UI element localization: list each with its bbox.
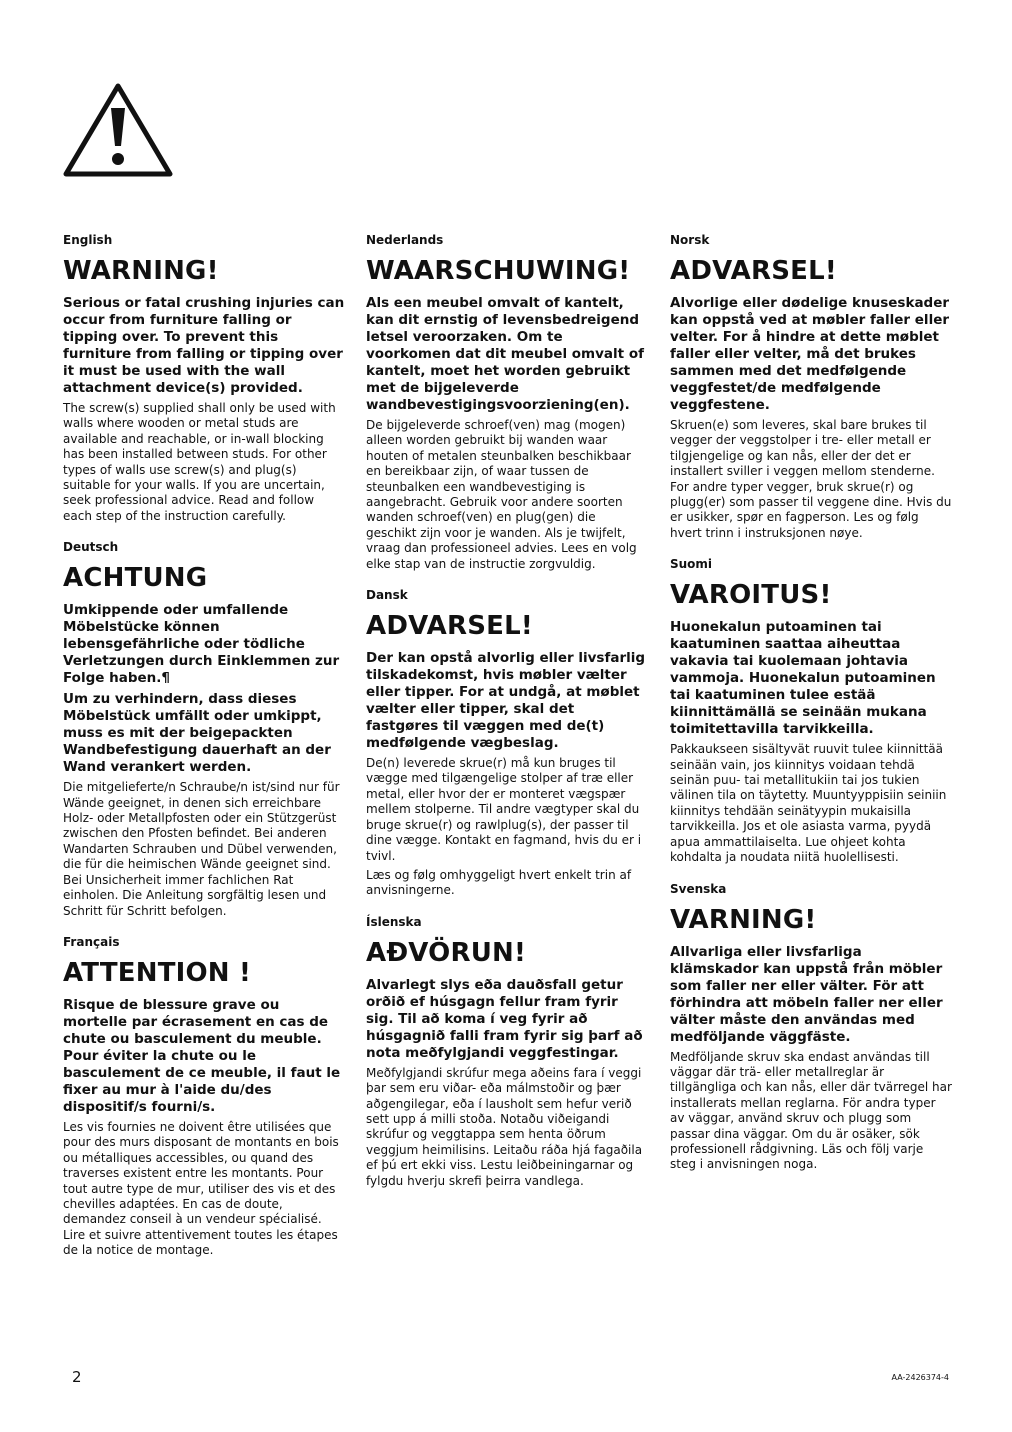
column-1 — [63, 233, 345, 1275]
warning-instructions: Die mitgelieferte/n Schraube/n ist/sind nur für Wände geeignet, in denen sich erreichbare Holz- oder Metallpfosten oder ein Stützgerüst zwischen den Pfosten befindet. Bei anderen Wandarten Schrauben und Dübel verwenden, die für die heimischen Wände geeignet sind. Bei Unsicherheit immer fachlichen Rat einholen. Die Anleitung sorgfältig lesen und Schritt für Schritt befolgen. — [63, 780, 340, 918]
warning-title: ADVARSEL! — [670, 256, 837, 286]
warning-title: AÐVÖRUN! — [366, 937, 527, 968]
warning-summary: Der kan opstå alvorlig eller livsfarlig tilskadekomst, hvis møbler vælter eller tipper. For at undgå, at møblet vælter eller tipper, skal det fastgøres til væggen med de(t) medfølgende vægbeslag. — [366, 650, 646, 752]
warning-instructions: De bijgeleverde schroef(ven) mag (mogen) alleen worden gebruikt bij wanden waar houten of metalen steunbalken beschikbaar en bereikbaar zijn, of waar tussen de steunbalken een wandbevestiging is aangebracht. Gebruik voor andere soorten wanden schroef(ven) en plug(gen) die geschikt zijn voor je wanden. Als je twijfelt, vraag dan professioneel advies. Lees en volg elke stap van de instructie zorgvuldig. — [366, 418, 637, 571]
warning-section — [670, 557, 952, 865]
language-label: Suomi — [670, 557, 713, 572]
column-2 — [366, 233, 648, 1205]
language-label: Íslenska — [366, 914, 422, 929]
warning-title: WAARSCHUWING! — [366, 256, 631, 286]
warning-instructions: Les vis fournies ne doivent être utilisées que pour des murs disposant de montants en bois ou métalliques accessibles, ou quand des traverses existent entre les montants. Pour tout autre type de mur, utiliser des vis et des chevilles adaptées. En cas de doute, demandez conseil à un vendeur spécialisé. Lire et suivre attentivement toutes les étapes de la notice de montage. — [63, 1119, 339, 1258]
language-label: Deutsch — [63, 540, 119, 555]
warning-summary: Um zu verhindern, dass dieses Möbelstück umfällt oder umkippt, muss es mit der beigepackten Wandbefestigung dauerhaft an der Wand verankert werden. — [63, 691, 331, 776]
warning-summary: Umkippende oder umfallende Möbelstücke können lebensgefährliche oder tödliche Verletzungen durch Einklemmen zur Folge haben.¶ — [63, 602, 340, 687]
warning-title: ADVARSEL! — [366, 611, 533, 642]
warning-instructions: Meðfylgjandi skrúfur mega aðeins fara í veggi þar sem eru viðar- eða málmstoðir og þær aðgengilegar, eða í lausholt sem hefur verið sett upp á milli stoða. Notaðu viðeigandi skrúfur og veggtappa sem henta öðrum veggjum heimilisins. Leitaðu ráða hjá fagaðila ef þú ert ekki viss. Lestu leiðbeiningarnar og fylgdu hverju skrefi þeirra vandlega. — [366, 1065, 643, 1188]
warning-section — [63, 233, 345, 524]
language-label: Français — [63, 934, 120, 949]
warning-summary: Huonekalun putoaminen tai kaatuminen saattaa aiheuttaa vakavia tai kuolemaan johtavia vammoja. Huonekalun putoaminen tai kaatuminen tulee estää kiinnittämällä se seinään mukana toimitettavilla tarvikkeilla. — [670, 619, 936, 738]
warning-instructions: De(n) leverede skrue(r) må kun bruges til vægge med tilgængelige stolper af træ eller metal, eller hvor der er monteret vægspær mellem stolperne. Til andre vægtyper skal du bruge skrue(r) og rawlplug(s), der passer til dine vægge. Kontakt en fagmand, hvis du er i tvivl. — [366, 756, 642, 863]
language-label: Svenska — [670, 881, 727, 896]
warning-summary: Alvarlegt slys eða dauðsfall getur orðið ef húsgagn fellur fram fyrir sig. Til að koma í veg fyrir að húsgagnið falli fram fyrir sig þarf að nota meðfylgjandi veggfestingar. — [366, 976, 643, 1061]
document-id: AA-2426374-4 — [891, 1373, 949, 1382]
warning-title: VARNING! — [670, 904, 817, 935]
warning-section — [366, 915, 648, 1189]
column-3 — [670, 233, 952, 1189]
language-label: Dansk — [366, 588, 408, 603]
language-label: Norsk — [670, 233, 710, 247]
warning-summary: Serious or fatal crushing injuries can occur from furniture falling or tipping over. To prevent this furniture from falling or tipping over it must be used with the wall attachment device(s) provided. — [63, 295, 345, 396]
page-number: 2 — [72, 1368, 82, 1386]
warning-section — [63, 935, 345, 1259]
warning-instructions: Læs og følg omhyggeligt hvert enkelt trin af anvisningerne. — [366, 867, 632, 898]
warning-instructions: Skruen(e) som leveres, skal bare brukes til vegger der veggstolper i tre- eller metall er tilgjengelige og kan nås, eller der det er installert sviller i veggen mellom stenderne. For andre typer vegger, bruk skrue(r) og plugg(er) som passer til veggene dine. Hvis du er usikker, spør en fagperson. Les og følg hvert trinn i instruksjonen nøye. — [670, 418, 952, 540]
warning-summary: Risque de blessure grave ou mortelle par écrasement en cas de chute ou basculement du meuble. Pour éviter la chute ou le basculement de ce meuble, il faut le fixer au mur à l'aide du/des dispositif/s fourni/s. — [63, 996, 341, 1115]
warning-section — [366, 233, 648, 572]
warning-title: VAROITUS! — [670, 580, 832, 611]
warning-instructions: Medföljande skruv ska endast användas till väggar där trä- eller metallreglar är tillgängliga och kan nås, eller där tvärregel har installerats mellan reglarna. För andra typer av väggar, använd skruv och plugg som passar dina väggar. Om du är osäker, sök professionell rådgivning. Läs och följ varje steg i anvisningen noga. — [670, 1049, 952, 1172]
warning-instructions: Pakkaukseen sisältyvät ruuvit tulee kiinnittää seinään vain, jos kiinnitys voidaan tehdä seinän puu- tai metallitukiin tai jos tukien välinen tila on täytetty. Muuntyyppisiin seiniin kiinnitys tehdään seinätyypin mukaisilla tarvikkeilla. Jos et ole asiasta varma, pyydä apua ammattilaiselta. Lue ohjeet kohta kohdalta ja noudata niitä huolellisesti. — [670, 742, 947, 865]
warning-section — [670, 882, 952, 1173]
warning-instructions: The screw(s) supplied shall only be used with walls where wooden or metal studs are available and reachable, or in-wall blocking has been installed between studs. For other types of walls use screw(s) and plug(s) suitable for your walls. If you are uncertain, seek professional advice. Read and follow each step of the instruction carefully. — [63, 401, 336, 523]
warning-section — [366, 588, 648, 899]
warning-title: WARNING! — [63, 256, 219, 286]
warning-summary: Alvorlige eller dødelige knuseskader kan oppstå ved at møbler faller eller velter. For å hindre at dette møblet faller eller velter, må det brukes sammen med det medfølgende veggfestet/de medfølgende veggfestene. — [670, 295, 950, 413]
language-label: English — [63, 233, 113, 247]
warning-summary: Als een meubel omvalt of kantelt, kan dit ernstig of levensbedreigend letsel veroorzaken. Om te voorkomen dat dit meubel omvalt of kantelt, moet het worden gebruikt met de bijgeleverde wandbevestigingsvoorziening(en). — [366, 295, 644, 413]
warning-title: ACHTUNG — [63, 563, 208, 594]
warning-section — [63, 540, 345, 919]
language-label: Nederlands — [366, 233, 444, 247]
warning-section — [670, 233, 952, 541]
warning-triangle-icon — [61, 80, 175, 180]
warning-summary: Allvarliga eller livsfarliga klämskador kan uppstå från möbler som faller ner eller välter. För att förhindra att möbeln faller ner eller välter måste den användas med medföljande väggfäste. — [670, 943, 943, 1045]
warning-title: ATTENTION ! — [63, 957, 252, 988]
